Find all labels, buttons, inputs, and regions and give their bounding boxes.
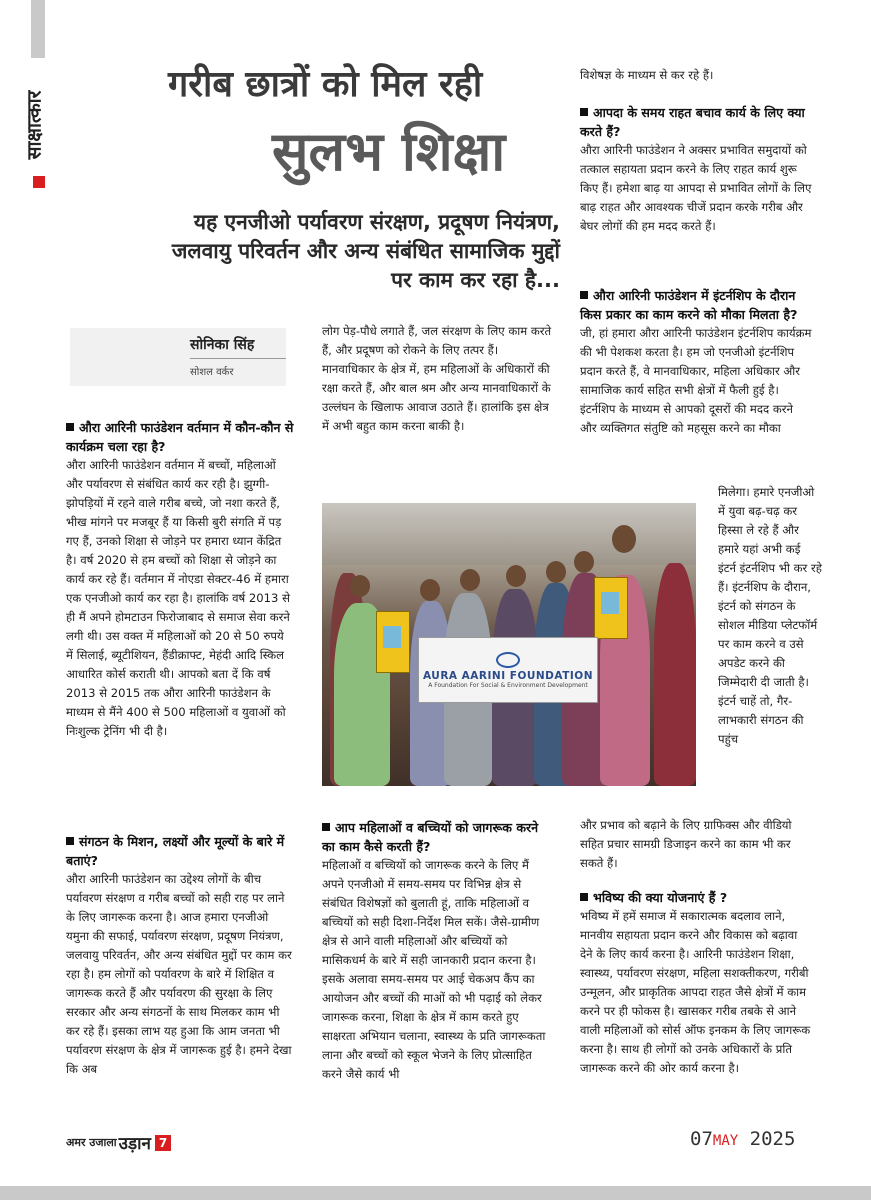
question-4: आपदा के समय राहत बचाव कार्य के लिए क्या करते हैं? bbox=[580, 105, 805, 139]
section-marker bbox=[33, 176, 45, 188]
column-3-wrap bbox=[718, 483, 822, 749]
headline-line2: सुलभ शिक्षा bbox=[272, 120, 506, 183]
date-month: MAY bbox=[712, 1133, 739, 1149]
footer-brand bbox=[66, 1131, 171, 1154]
event-photo bbox=[322, 503, 696, 786]
foundation-logo-icon bbox=[496, 652, 520, 668]
answer-5-wrap: मिलेगा। हमारे एनजीओ में युवा बढ़-चढ़ कर हिस्सा ले रहे हैं और हमारे यहां अभी कई इंटर्न इंटर्नशिप भी कर रहे हैं। इंटर्नशिप के दौरान, इंटर्न को संगठन के सोशल मीडिया प्लेटफॉर्म पर काम करने व उसे अपडेट करने की जिम्मेदारी दी जाती है। इंटर्न चाहें तो, गैर-लाभकारी संगठन की पहुंच bbox=[718, 485, 822, 746]
answer-3: महिलाओं व बच्चियों को जागरूक करने के लिए मैं अपने एनजीओ में समय-समय पर विभिन्न क्षेत्र से संबंधित विशेषज्ञों को बुलाती हूं, ताकि महिलाओं व बच्चियों को सही दिशा-निर्देश मिल सकें। जैसे-ग्रामीण क्षेत्र से आने वाली महिलाओं और बच्चियों को मासिकधर्म के बारे में सही जानकारी प्रदान करना है। इसके अलावा समय-समय पर आई चेकअप कैंप का आयोजन और बच्चों की माओं को भी पढ़ाई को लेकर जागरूक करना, शिक्षा के क्षेत्र में काम करते हुए साक्षरता अभियान चलाना, स्वास्थ्य के प्रति जागरूकता लाना और बच्चों को स्कूल भेजने के लिए प्रोत्साहित करने जैसे कार्य भी bbox=[322, 858, 546, 1081]
brand-small: अमर उजाला bbox=[66, 1136, 117, 1149]
question-1: औरा आरिनी फाउंडेशन वर्तमान में कौन-कौन से कार्यक्रम चला रहा है? bbox=[66, 420, 294, 454]
question-5: औरा आरिनी फाउंडेशन में इंटर्नशिप के दौरान किस प्रकार का काम करने को मौका मिलता है? bbox=[580, 288, 798, 322]
photo-head bbox=[420, 579, 440, 601]
photo-head bbox=[574, 551, 594, 573]
author-name: सोनिका सिंह bbox=[190, 337, 255, 353]
column-3-top bbox=[580, 66, 812, 236]
bullet-square-icon bbox=[580, 893, 588, 901]
column-3-bottom bbox=[580, 888, 812, 1078]
answer-6: भविष्य में हमें समाज में सकारात्मक बदलाव लाने, मानवीय सहायता प्रदान करने और विकास को बढ़ावा देने के लिए कार्य करना है। आरिनी फाउंडेशन शिक्षा, स्वास्थ्य, पर्यावरण संरक्षण, महिला सशक्तीकरण, गरीबी उन्मूलन, और प्राकृतिक आपदा राहत जैसे क्षेत्रों में काम करने पर ही फोकस है। खासकर गरीब तबके से आने वाली महिलाओं को सोर्स ऑफ इनकम के लिए जागरूक करना है। साथ ही लोगों को उनके अधिकारों के प्रति जागरूक करने की ओर कार्य करना है। bbox=[580, 909, 811, 1075]
column-1-top bbox=[66, 418, 294, 741]
top-side-bar bbox=[31, 0, 45, 58]
author-role: सोशल वर्कर bbox=[190, 367, 234, 378]
photo-head bbox=[612, 525, 636, 553]
page-number: 7 bbox=[155, 1135, 171, 1151]
brand-big: उड़ान bbox=[118, 1134, 151, 1154]
photo-person bbox=[654, 563, 696, 786]
column-3-middle bbox=[580, 286, 812, 438]
question-2: संगठन के मिशन, लक्ष्यों और मूल्यों के बारे में बताएं? bbox=[66, 834, 285, 868]
answer-4: औरा आरिनी फाउंडेशन ने अक्सर प्रभावित समुदायों को तत्काल सहायता प्रदान करने के लिए राहत कार्य शुरू किए हैं। हमेशा बाढ़ या आपदा से प्रभावित लोगों के लिए बाढ़ राहत और आवश्यक चीजें प्रदान करके गरीब और बेघर लोगों की हम मदद करते हैं। bbox=[580, 143, 812, 233]
bullet-square-icon bbox=[580, 108, 588, 116]
answer-1: औरा आरिनी फाउंडेशन वर्तमान में बच्चों, महिलाओं और पर्यावरण से संबंधित कार्य कर रही है। झुग्गी-झोपड़ियों में रहने वाले गरीब बच्चे, जो नशा करते हैं, भीख मांगने पर मजबूर हैं या किसी बुरी संगति में पड़ गए हैं, उनको शिक्षा से जोड़ने पर हमारा ध्यान केंद्रित है। वर्ष 2020 से हम बच्चों को शिक्षा से जोड़ने का कार्य कर रहे हैं। वर्तमान में नोएडा सेक्टर-46 में हमारा एक एनजीओ कार्य कर रहा है। हालांकि वर्ष 2013 से ही मैं अपने होमटाउन फिरोजाबाद से समाज सेवा करने लगी थी। उस वक्त में महिलाओं को 20 से 50 रुपये में सिलाई, ब्यूटीशियन, हैंडीक्राफ्ट, मेहंदी आदि स्किल आधारित कोर्स कराती थी। आपको बता दें कि वर्ष 2013 से 2015 तक औरा आरिनी फाउंडेशन के माध्यम से मैंने 400 से 500 महिलाओं व युवाओं को निःशुल्क ट्रेनिंग भी दी है। bbox=[66, 458, 290, 738]
foundation-banner bbox=[418, 637, 598, 703]
question-6: भविष्य की क्या योजनाएं हैं ? bbox=[580, 888, 812, 907]
bullet-square-icon bbox=[322, 823, 330, 831]
photo-head bbox=[506, 565, 526, 587]
answer-3-continued: विशेषज्ञ के माध्यम से कर रहे हैं। bbox=[580, 68, 714, 82]
bullet-square-icon bbox=[580, 291, 588, 299]
column-2-top bbox=[322, 322, 554, 436]
photo-book-right bbox=[594, 577, 628, 639]
banner-title: AURA AARINI FOUNDATION bbox=[422, 669, 593, 682]
column-3-wrap-end bbox=[580, 816, 812, 873]
answer-5-end: और प्रभाव को बढ़ाने के लिए ग्राफिक्स और वीडियो सहित प्रचार सामग्री डिजाइन करने का काम भी कर सकते हैं। bbox=[580, 818, 792, 870]
bullet-square-icon bbox=[66, 837, 74, 845]
bottom-bar bbox=[0, 1186, 871, 1200]
answer-2: औरा आरिनी फाउंडेशन का उद्देश्य लोगों के बीच पर्यावरण संरक्षण व गरीब बच्चों को सही राह पर लाने के लिए जागरूक करना है। आज हमारा एनजीओ यमुना की सफाई, पर्यावरण संरक्षण, प्रदूषण नियंत्रण, जलवायु परिवर्तन, और अन्य संबंधित मुद्दों पर काम कर रहा है। हम लोगों को पर्यावरण के बारे में शिक्षित व जागरूक करते हैं और पर्यावरण की सुरक्षा के लिए सरकार और अन्य संगठनों के साथ मिलकर काम भी कर रहे हैं। इसका लाभ यह हुआ कि आम जनता भी पर्यावरण संरक्षण के क्षेत्र में जागरूक हुई है। हमने देखा कि अब bbox=[66, 872, 292, 1076]
subheadline: यह एनजीओ पर्यावरण संरक्षण, प्रदूषण नियंत्रण, जलवायु परिवर्तन और अन्य संबंधित सामाजिक मुद्दों पर काम कर रहा है... bbox=[171, 210, 560, 292]
photo-book-left bbox=[376, 611, 410, 673]
column-2-bottom bbox=[322, 818, 554, 1084]
photo-head bbox=[350, 575, 370, 597]
banner-subtitle: A Foundation For Social & Environment Development bbox=[428, 681, 588, 689]
headline-line1: गरीब छात्रों को मिल रही bbox=[168, 64, 483, 105]
column-1-bottom bbox=[66, 832, 294, 1079]
issue-date bbox=[690, 1128, 795, 1150]
date-year: 2025 bbox=[749, 1128, 796, 1150]
photo-tent bbox=[322, 503, 696, 565]
section-label: साक्षात्कार bbox=[23, 90, 46, 160]
photo-head bbox=[460, 569, 480, 591]
photo-head bbox=[546, 561, 566, 583]
answer-2-continued: लोग पेड़-पौधे लगाते हैं, जल संरक्षण के लिए काम करते हैं, और प्रदूषण को रोकने के लिए तत्पर हैं। मानवाधिकार के क्षेत्र में, हम महिलाओं के अधिकारों की रक्षा करते हैं, और बाल श्रम और अन्य मानवाधिकारों के उल्लंघन के खिलाफ आवाज उठाते हैं। हालांकि इस क्षेत्र में अभी बहुत काम करना बाकी है। bbox=[322, 324, 552, 433]
question-3: आप महिलाओं व बच्चियों को जागरूक करने का काम कैसे करती हैं? bbox=[322, 820, 539, 854]
author-divider bbox=[190, 358, 286, 359]
bullet-square-icon bbox=[66, 423, 74, 431]
answer-5: जी, हां हमारा औरा आरिनी फाउंडेशन इंटर्नशिप कार्यक्रम की भी पेशकश करता है। हम जो एनजीओ इंटर्नशिप प्रदान करते हैं, वे मानवाधिकार, महिला अधिकार और सामाजिक कार्य सहित सभी क्षेत्रों में फैली हुई है। इंटर्नशिप के माध्यम से आपको दूसरों की मदद करने और व्यक्तिगत संतुष्टि को महसूस करने का मौका bbox=[580, 326, 812, 435]
date-day: 07 bbox=[690, 1128, 713, 1150]
